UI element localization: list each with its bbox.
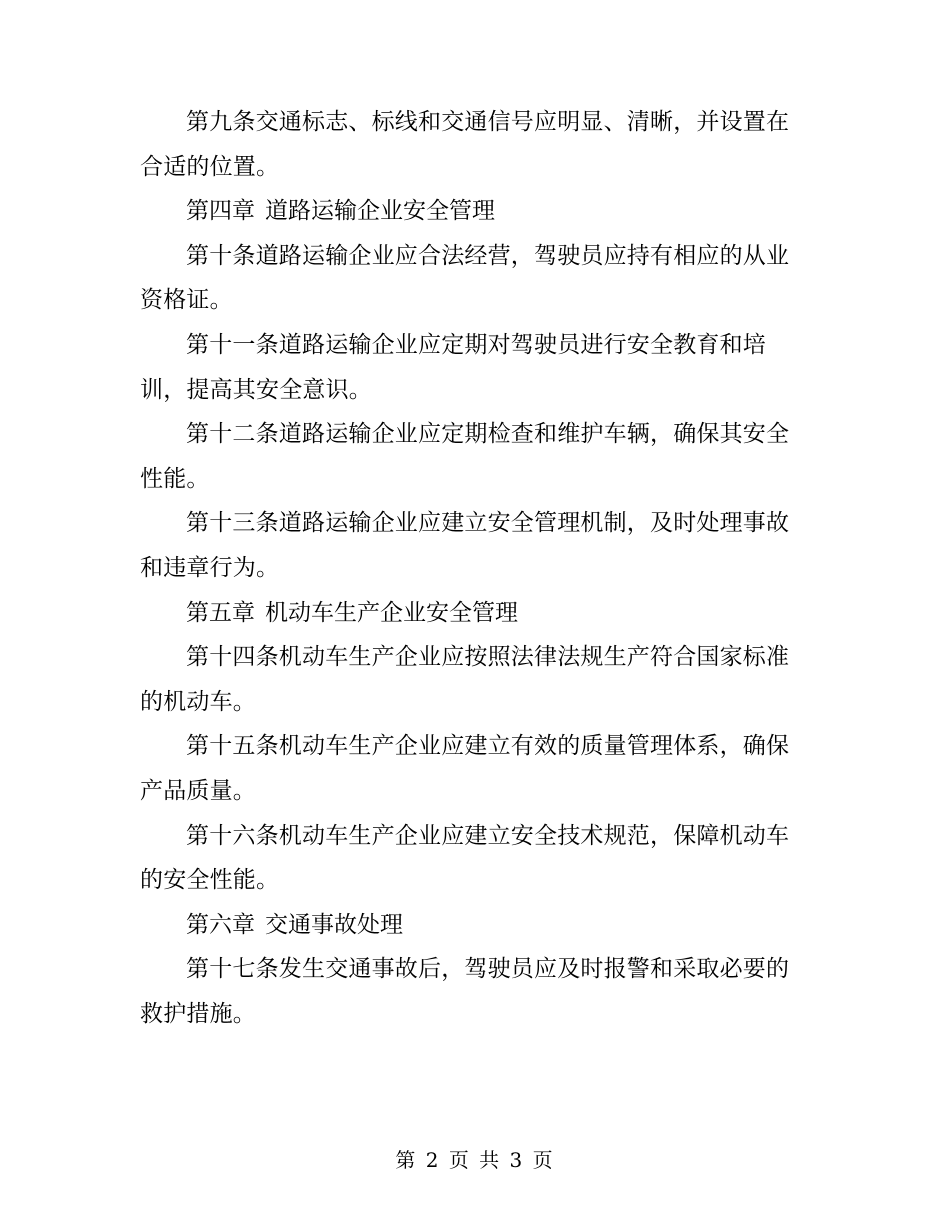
chapter-number: 第五章: [186, 599, 255, 626]
chapter-number: 第六章: [186, 911, 255, 938]
article-13: 第十三条道路运输企业应建立安全管理机制，及时处理事故和违章行为。: [140, 510, 790, 581]
page-number-footer: 第 2 页 共 3 页: [395, 1148, 555, 1172]
article-12: 第十二条道路运输企业应定期检查和维护车辆，确保其安全性能。: [140, 421, 790, 492]
article-15: 第十五条机动车生产企业应建立有效的质量管理体系，确保产品质量。: [140, 733, 790, 804]
chapter-title: 机动车生产企业安全管理: [265, 599, 518, 626]
chapter-5-heading: [140, 591, 800, 636]
chapter-title: 道路运输企业安全管理: [265, 198, 495, 225]
chapter-number: 第四章: [186, 198, 255, 225]
chapter-6-heading: [140, 903, 800, 948]
article-14: 第十四条机动车生产企业应按照法律法规生产符合国家标准的机动车。: [140, 644, 790, 715]
chapter-4-heading: [140, 189, 800, 234]
article-11: 第十一条道路运输企业应定期对驾驶员进行安全教育和培训，提高其安全意识。: [140, 331, 766, 403]
article-9: 第九条交通标志、标线和交通信号应明显、清晰，并设置在合适的位置。: [140, 109, 790, 180]
document-body: [140, 100, 800, 1036]
chapter-title: 交通事故处理: [265, 911, 403, 938]
article-17: 第十七条发生交通事故后，驾驶员应及时报警和采取必要的救护措施。: [140, 956, 790, 1027]
article-10: 第十条道路运输企业应合法经营，驾驶员应持有相应的从业资格证。: [140, 242, 790, 314]
article-16: 第十六条机动车生产企业应建立安全技术规范，保障机动车的安全性能。: [140, 822, 790, 894]
